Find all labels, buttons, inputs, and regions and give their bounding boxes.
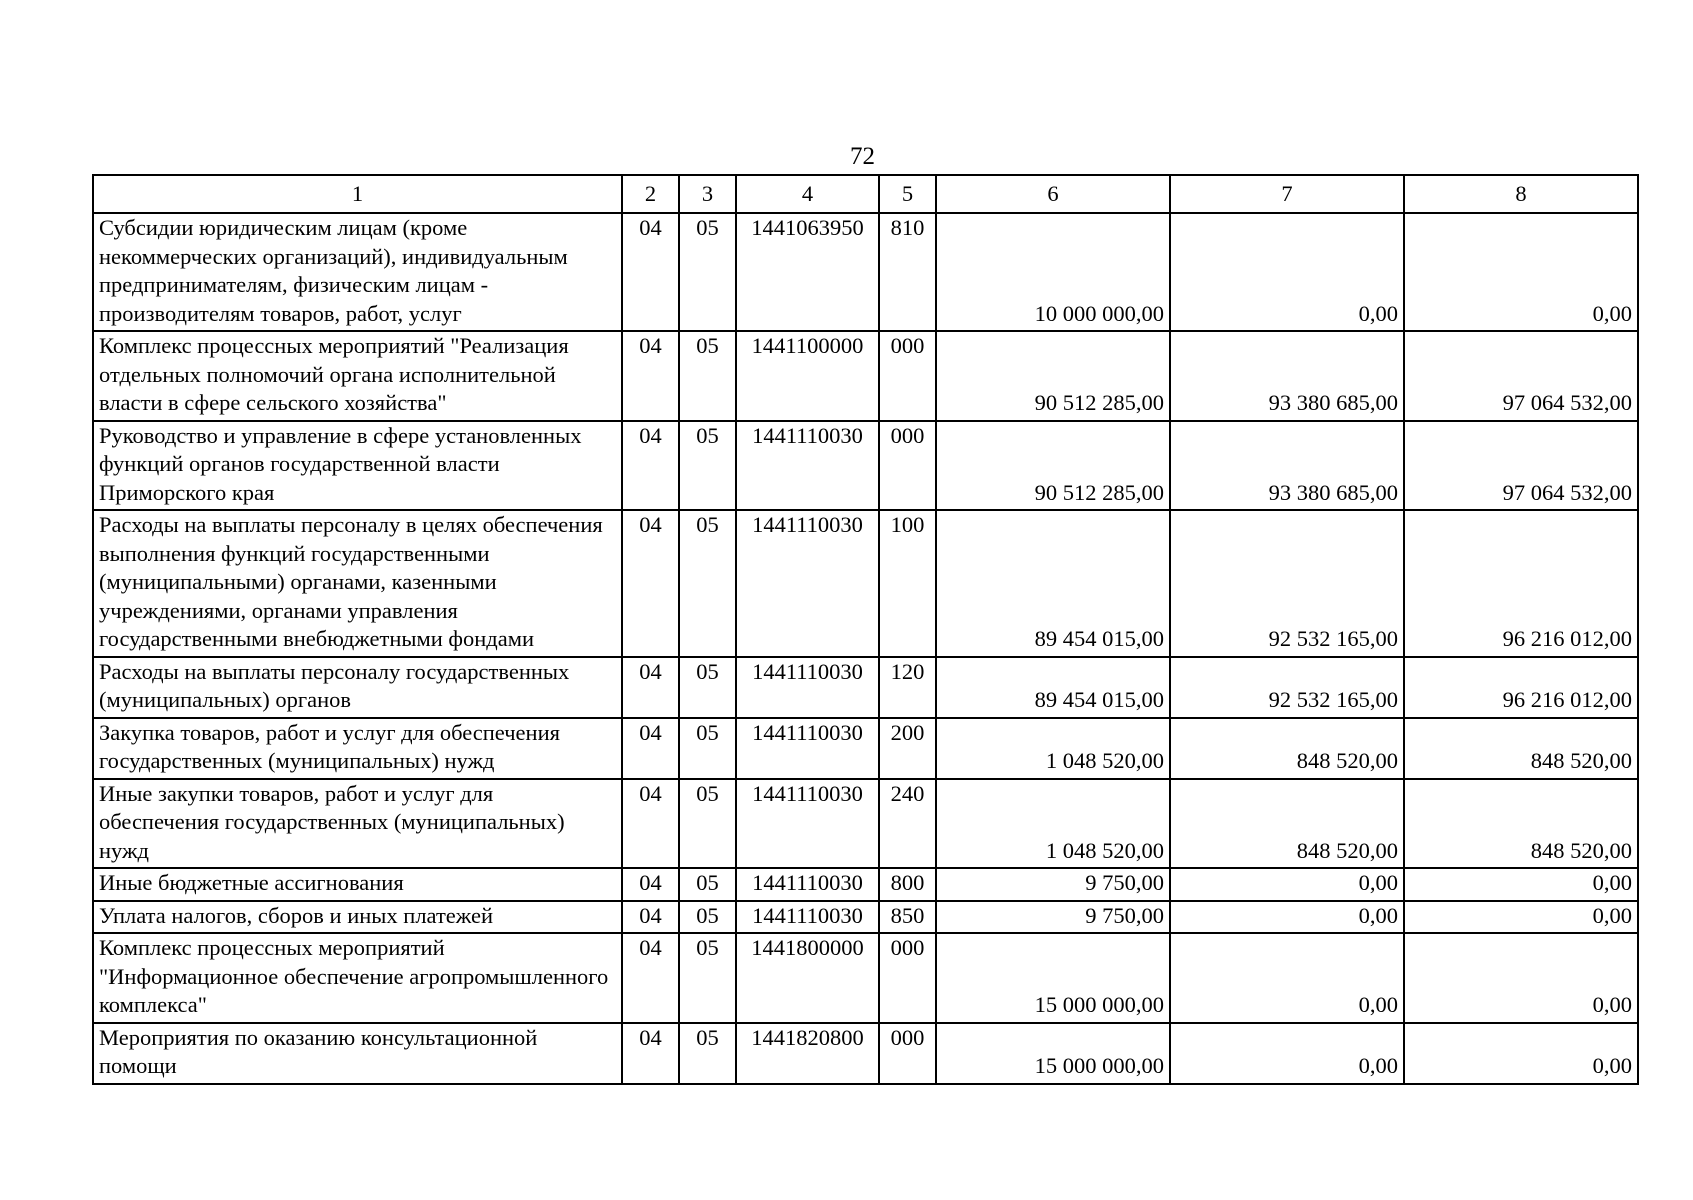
target-code: 1441820800 bbox=[736, 1023, 879, 1084]
header-row bbox=[93, 175, 1638, 213]
row-name: Расходы на выплаты персоналу государственных (муниципальных) органов bbox=[93, 657, 622, 718]
expense-type-code: 120 bbox=[879, 657, 936, 718]
target-code: 1441100000 bbox=[736, 331, 879, 421]
amount-col7: 0,00 bbox=[1170, 901, 1404, 934]
row-name: Субсидии юридическим лицам (кроме некоммерческих организаций), индивидуальным предпринимателям, физическим лицам - производителям товаров, работ, услуг bbox=[93, 213, 622, 331]
section-code: 04 bbox=[622, 779, 679, 869]
subsection-code: 05 bbox=[679, 933, 736, 1023]
amount-col7: 92 532 165,00 bbox=[1170, 510, 1404, 657]
amount-col8: 0,00 bbox=[1404, 213, 1638, 331]
section-code: 04 bbox=[622, 901, 679, 934]
header-cell: 4 bbox=[736, 175, 879, 213]
target-code: 1441110030 bbox=[736, 421, 879, 511]
section-code: 04 bbox=[622, 510, 679, 657]
subsection-code: 05 bbox=[679, 868, 736, 901]
expense-type-code: 800 bbox=[879, 868, 936, 901]
subsection-code: 05 bbox=[679, 1023, 736, 1084]
table-row bbox=[93, 331, 1638, 421]
amount-col6: 15 000 000,00 bbox=[936, 933, 1170, 1023]
amount-col8: 0,00 bbox=[1404, 933, 1638, 1023]
amount-col8: 96 216 012,00 bbox=[1404, 657, 1638, 718]
row-name: Закупка товаров, работ и услуг для обеспечения государственных (муниципальных) нужд bbox=[93, 718, 622, 779]
target-code: 1441110030 bbox=[736, 657, 879, 718]
expense-type-code: 000 bbox=[879, 1023, 936, 1084]
expense-type-code: 200 bbox=[879, 718, 936, 779]
table-row bbox=[93, 421, 1638, 511]
amount-col6: 10 000 000,00 bbox=[936, 213, 1170, 331]
amount-col7: 92 532 165,00 bbox=[1170, 657, 1404, 718]
target-code: 1441063950 bbox=[736, 213, 879, 331]
amount-col7: 0,00 bbox=[1170, 933, 1404, 1023]
row-name: Иные бюджетные ассигнования bbox=[93, 868, 622, 901]
table-row bbox=[93, 779, 1638, 869]
row-name: Иные закупки товаров, работ и услуг для обеспечения государственных (муниципальных) нужд bbox=[93, 779, 622, 869]
table-row bbox=[93, 933, 1638, 1023]
expense-type-code: 000 bbox=[879, 933, 936, 1023]
section-code: 04 bbox=[622, 213, 679, 331]
header-cell: 7 bbox=[1170, 175, 1404, 213]
section-code: 04 bbox=[622, 933, 679, 1023]
expense-type-code: 000 bbox=[879, 421, 936, 511]
target-code: 1441800000 bbox=[736, 933, 879, 1023]
header-cell: 2 bbox=[622, 175, 679, 213]
section-code: 04 bbox=[622, 331, 679, 421]
amount-col6: 90 512 285,00 bbox=[936, 421, 1170, 511]
section-code: 04 bbox=[622, 1023, 679, 1084]
page-number: 72 bbox=[850, 143, 875, 170]
section-code: 04 bbox=[622, 868, 679, 901]
target-code: 1441110030 bbox=[736, 779, 879, 869]
amount-col6: 1 048 520,00 bbox=[936, 718, 1170, 779]
amount-col6: 89 454 015,00 bbox=[936, 657, 1170, 718]
amount-col6: 15 000 000,00 bbox=[936, 1023, 1170, 1084]
subsection-code: 05 bbox=[679, 657, 736, 718]
table-row bbox=[93, 901, 1638, 934]
amount-col8: 96 216 012,00 bbox=[1404, 510, 1638, 657]
subsection-code: 05 bbox=[679, 213, 736, 331]
table-row bbox=[93, 718, 1638, 779]
amount-col8: 0,00 bbox=[1404, 868, 1638, 901]
amount-col8: 848 520,00 bbox=[1404, 718, 1638, 779]
table-row bbox=[93, 657, 1638, 718]
amount-col7: 848 520,00 bbox=[1170, 779, 1404, 869]
target-code: 1441110030 bbox=[736, 901, 879, 934]
section-code: 04 bbox=[622, 657, 679, 718]
budget-table bbox=[92, 174, 1639, 1085]
header-cell: 8 bbox=[1404, 175, 1638, 213]
expense-type-code: 810 bbox=[879, 213, 936, 331]
expense-type-code: 000 bbox=[879, 331, 936, 421]
target-code: 1441110030 bbox=[736, 868, 879, 901]
table-row bbox=[93, 1023, 1638, 1084]
section-code: 04 bbox=[622, 718, 679, 779]
header-cell: 3 bbox=[679, 175, 736, 213]
expense-type-code: 100 bbox=[879, 510, 936, 657]
amount-col6: 9 750,00 bbox=[936, 868, 1170, 901]
target-code: 1441110030 bbox=[736, 510, 879, 657]
row-name: Мероприятия по оказанию консультационной помощи bbox=[93, 1023, 622, 1084]
amount-col8: 848 520,00 bbox=[1404, 779, 1638, 869]
table-row bbox=[93, 213, 1638, 331]
header-cell: 1 bbox=[93, 175, 622, 213]
row-name: Руководство и управление в сфере установленных функций органов государственной власти Приморского края bbox=[93, 421, 622, 511]
expense-type-code: 240 bbox=[879, 779, 936, 869]
amount-col7: 93 380 685,00 bbox=[1170, 421, 1404, 511]
subsection-code: 05 bbox=[679, 421, 736, 511]
row-name: Комплекс процессных мероприятий "Реализация отдельных полномочий органа исполнительной власти в сфере сельского хозяйства" bbox=[93, 331, 622, 421]
amount-col7: 0,00 bbox=[1170, 868, 1404, 901]
subsection-code: 05 bbox=[679, 718, 736, 779]
amount-col6: 9 750,00 bbox=[936, 901, 1170, 934]
amount-col8: 97 064 532,00 bbox=[1404, 331, 1638, 421]
row-name: Уплата налогов, сборов и иных платежей bbox=[93, 901, 622, 934]
amount-col8: 97 064 532,00 bbox=[1404, 421, 1638, 511]
header-cell: 5 bbox=[879, 175, 936, 213]
target-code: 1441110030 bbox=[736, 718, 879, 779]
amount-col8: 0,00 bbox=[1404, 1023, 1638, 1084]
amount-col6: 89 454 015,00 bbox=[936, 510, 1170, 657]
table-row bbox=[93, 868, 1638, 901]
header-cell: 6 bbox=[936, 175, 1170, 213]
subsection-code: 05 bbox=[679, 901, 736, 934]
row-name: Расходы на выплаты персоналу в целях обеспечения выполнения функций государственными (муниципальными) органами, казенными учреждениями, органами управления государственными внебюджетными фондами bbox=[93, 510, 622, 657]
subsection-code: 05 bbox=[679, 779, 736, 869]
amount-col7: 93 380 685,00 bbox=[1170, 331, 1404, 421]
expense-type-code: 850 bbox=[879, 901, 936, 934]
amount-col7: 0,00 bbox=[1170, 213, 1404, 331]
section-code: 04 bbox=[622, 421, 679, 511]
table-row bbox=[93, 510, 1638, 657]
row-name: Комплекс процессных мероприятий "Информационное обеспечение агропромышленного комплекса" bbox=[93, 933, 622, 1023]
amount-col8: 0,00 bbox=[1404, 901, 1638, 934]
amount-col7: 0,00 bbox=[1170, 1023, 1404, 1084]
subsection-code: 05 bbox=[679, 331, 736, 421]
amount-col6: 1 048 520,00 bbox=[936, 779, 1170, 869]
amount-col7: 848 520,00 bbox=[1170, 718, 1404, 779]
amount-col6: 90 512 285,00 bbox=[936, 331, 1170, 421]
subsection-code: 05 bbox=[679, 510, 736, 657]
